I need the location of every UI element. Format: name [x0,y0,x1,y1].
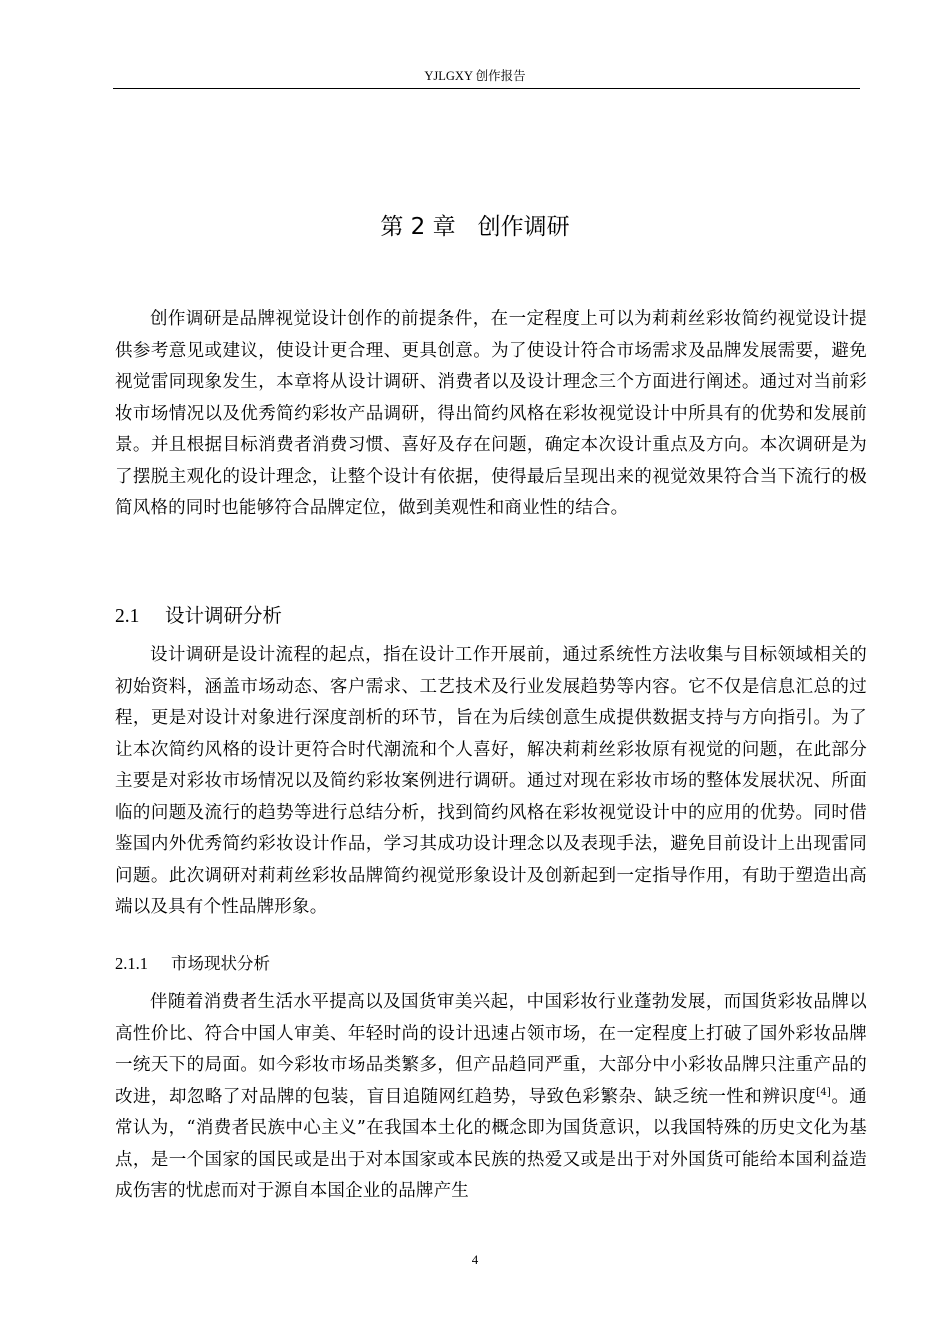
chapter-name: 创作调研 [477,214,570,240]
paragraph-text-part1: 伴随着消费者生活水平提高以及国货审美兴起，中国彩妆行业蓬勃发展，而国货彩妆品牌以高性价比、符合中国人审美、年轻时尚的设计迅速占领市场，在一定程度上打破了国外彩妆品牌一统天下的局面。如今彩妆市场品类繁多，但产品趋同严重，大部分中小彩妆品牌只注重产品的改进，却忽略了对品牌的包装，盲目追随网红趋势，导致色彩繁杂、缺乏统一性和辨识度 [115,992,867,1107]
section-2-1-1-paragraph [115,987,867,1208]
intro-paragraph: 创作调研是品牌视觉设计创作的前提条件，在一定程度上可以为莉莉丝彩妆简约视觉设计提供参考意见或建议，使设计更合理、更具创意。为了使设计符合市场需求及品牌发展需要，避免视觉雷同现象发生，本章将从设计调研、消费者以及设计理念三个方面进行阐述。通过对当前彩妆市场情况以及优秀简约彩妆产品调研，得出简约风格在彩妆视觉设计中所具有的优势和发展前景。并且根据目标消费者消费习惯、喜好及存在问题，确定本次设计重点及方向。本次调研是为了摆脱主观化的设计理念，让整个设计有依据，使得最后呈现出来的视觉效果符合当下流行的极简风格的同时也能够符合品牌定位，做到美观性和商业性的结合。 [115,309,867,518]
page-number: 4 [471,1252,479,1267]
section-number: 2.1 [115,606,140,627]
paragraph-text-part2: 。通常认为，“消费者民族中心主义”在我国本土化的概念即为国货意识，以我国特殊的历史文化为基点，是一个国家的国民或是出于对本国家或本民族的热爱又或是出于对外国货可能给本国利益造成伤害的忧虑而对于源自本国企业的品牌产生 [115,1086,867,1201]
section-title: 设计调研分析 [165,604,283,627]
chapter-title [0,208,950,241]
header-divider [113,88,860,89]
section-2-1-paragraph: 设计调研是设计流程的起点，指在设计工作开展前，通过系统性方法收集与目标领域相关的初始资料，涵盖市场动态、客户需求、工艺技术及行业发展趋势等内容。它不仅是信息汇总的过程，更是对设计对象进行深度剖析的环节，旨在为后续创意生成提供数据支持与方向指引。为了让本次简约风格的设计更符合时代潮流和个人喜好，解决莉莉丝彩妆原有视觉的问题，在此部分主要是对彩妆市场情况以及简约彩妆案例进行调研。通过对现在彩妆市场的整体发展状况、所面临的问题及流行的趋势等进行总结分析，找到简约风格在彩妆视觉设计中的应用的优势。同时借鉴国内外优秀简约彩妆设计作品，学习其成功设计理念以及表现手法，避免目前设计上出现雷同问题。此次调研对莉莉丝彩妆品牌简约视觉形象设计及创新起到一定指导作用，有助于塑造出高端以及具有个性品牌形象。 [115,645,867,917]
chapter-number: 第 2 章 [380,214,456,240]
subsection-title: 市场现状分析 [171,954,270,973]
subsection-heading-2-1-1 [115,950,270,974]
citation-reference: [4] [816,1086,832,1098]
subsection-number: 2.1.1 [115,954,148,973]
running-header: YJLGXY 创作报告 [424,69,526,83]
section-heading-2-1 [115,600,282,628]
